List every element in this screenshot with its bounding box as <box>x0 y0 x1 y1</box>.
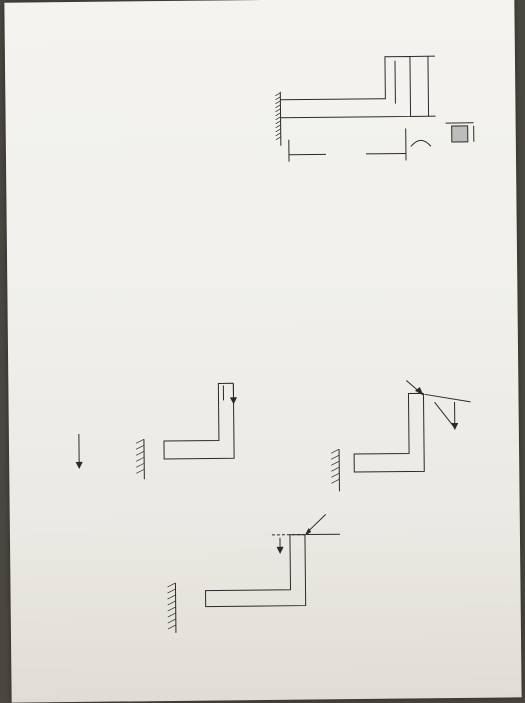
case-2-diagram <box>330 380 471 491</box>
paper-sheet <box>4 0 521 703</box>
y-direction-arrow <box>76 434 82 468</box>
case-3-diagram <box>167 514 341 633</box>
drawings-layer <box>4 0 521 703</box>
case-1-diagram <box>135 383 237 479</box>
top-bracket-diagram <box>275 56 474 162</box>
